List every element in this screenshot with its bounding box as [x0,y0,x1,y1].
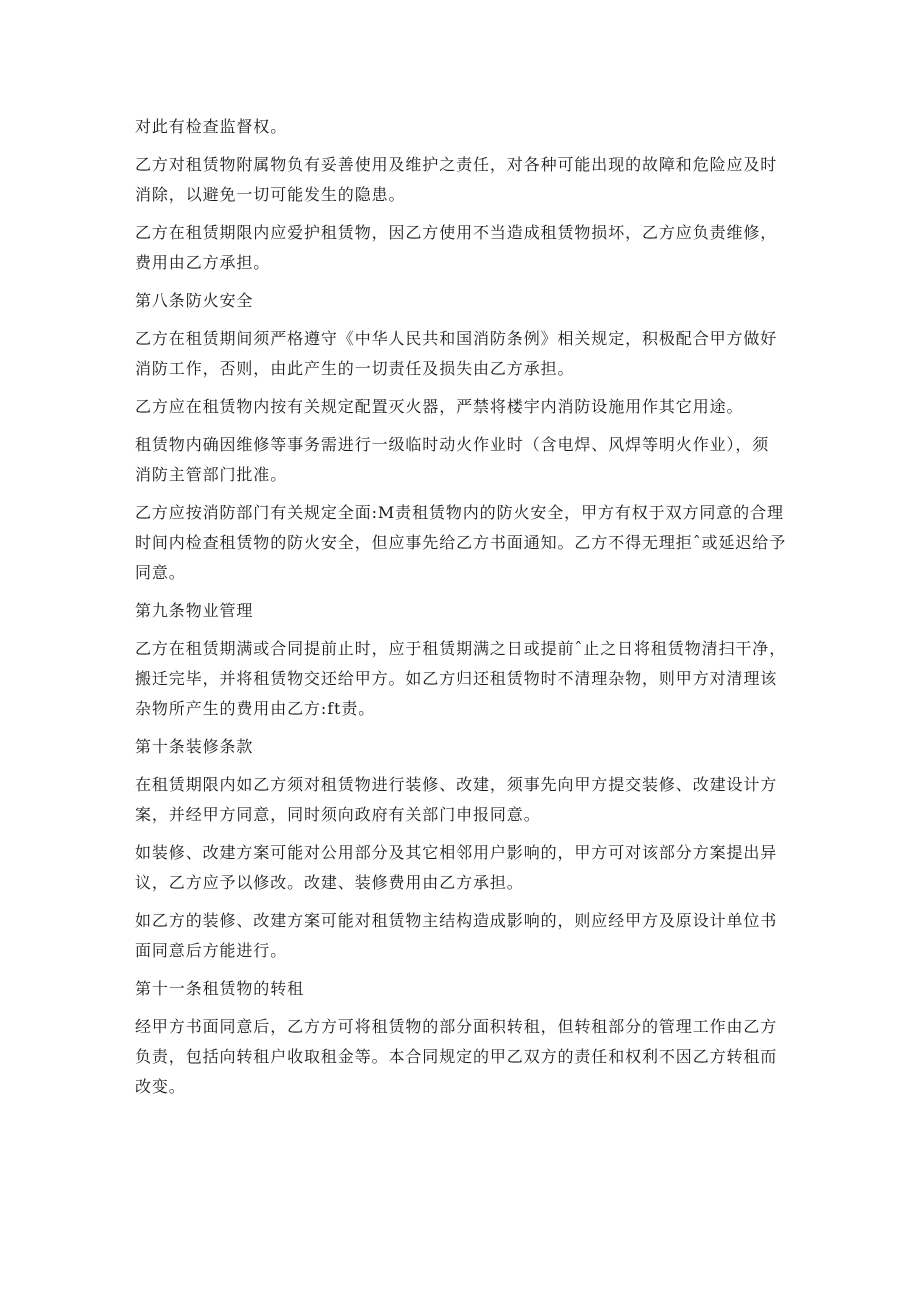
para-0 [135,112,795,142]
section-heading-8 [135,286,795,316]
text-line: 乙方在租赁期间须严格遵守《中华人民共和国消防条例》相关规定，积极配合甲方做好 [135,329,778,348]
text-line: 案，并经甲方同意，同时须向政府有关部门申报同意。 [135,805,541,824]
section-heading-10 [135,732,795,762]
text-line: 乙方在租赁期限内应爱护租赁物，因乙方使用不当造成租赁物损坏，乙方应负责维修， [135,223,778,242]
section-title: 第九条物业管理 [135,601,254,620]
text-line: 乙方应按消防部门有关规定全面:M责租赁物内的防火安全，甲方有权于双方同意的合理 [135,503,784,522]
para-9 [135,634,795,724]
para-12 [135,838,795,898]
text-line: 消防工作，否则，由此产生的一切责任及损失由乙方承担。 [135,359,575,378]
para-5 [135,392,795,422]
text-line: 面同意后方能进行。 [135,941,288,960]
text-line: 费用由乙方承担。 [135,253,271,272]
para-15 [135,1012,795,1102]
section-heading-9 [135,596,795,626]
text-line: 如乙方的装修、改建方案可能对租赁物主结构造成影响的，则应经甲方及原设计单位书 [135,911,778,930]
text-line: 租赁物内确因维修等事务需进行一级临时动火作业时（含电焊、风焊等明火作业），须 [135,435,770,454]
para-13 [135,906,795,966]
text-line: 乙方对租赁物附属物负有妥善使用及维护之责任，对各种可能出现的故障和危险应及时 [135,155,778,174]
para-1 [135,150,795,210]
para-2 [135,218,795,278]
text-line: 负责，包括向转租户收取租金等。本合同规定的甲乙双方的责任和权利不因乙方转租而 [135,1047,778,1066]
para-4 [135,324,795,384]
document-body [135,112,795,1102]
text-line: 如装修、改建方案可能对公用部分及其它相邻用户影响的，甲方可对该部分方案提出异 [135,843,778,862]
text-line: 乙方应在租赁物内按有关规定配置灭火器，严禁将楼宇内消防设施用作其它用途。 [135,397,744,416]
section-title: 第十条装修条款 [135,737,254,756]
para-6 [135,430,795,490]
text-line: 搬迁完毕，并将租赁物交还给甲方。如乙方归还租赁物时不清理杂物，则甲方对清理该 [135,669,778,688]
text-line: 同意。 [135,563,186,582]
text-line: 经甲方书面同意后，乙方方可将租赁物的部分面积转租，但转租部分的管理工作由乙方 [135,1017,778,1036]
section-heading-11 [135,974,795,1004]
text-line: 对此有检查监督权。 [135,117,288,136]
text-line: 杂物所产生的费用由乙方:ft责。 [135,699,376,718]
text-line: 议，乙方应予以修改。改建、装修费用由乙方承担。 [135,873,524,892]
text-line: 时间内检查租赁物的防火安全，但应事先给乙方书面通知。乙方不得无理拒ˆ或延迟给予 [135,533,787,552]
para-11 [135,770,795,830]
para-7 [135,498,795,588]
text-line: 消除，以避免一切可能发生的隐患。 [135,185,406,204]
text-line: 在租赁期限内如乙方须对租赁物进行装修、改建，须事先向甲方提交装修、改建设计方 [135,775,778,794]
text-line: 改变。 [135,1077,186,1096]
text-line: 乙方在租赁期满或合同提前止时，应于租赁期满之日或提前ˆ止之日将租赁物清扫干净， [135,639,787,658]
section-title: 第十一条租赁物的转租 [135,979,305,998]
section-title: 第八条防火安全 [135,291,254,310]
text-line: 消防主管部门批准。 [135,465,288,484]
